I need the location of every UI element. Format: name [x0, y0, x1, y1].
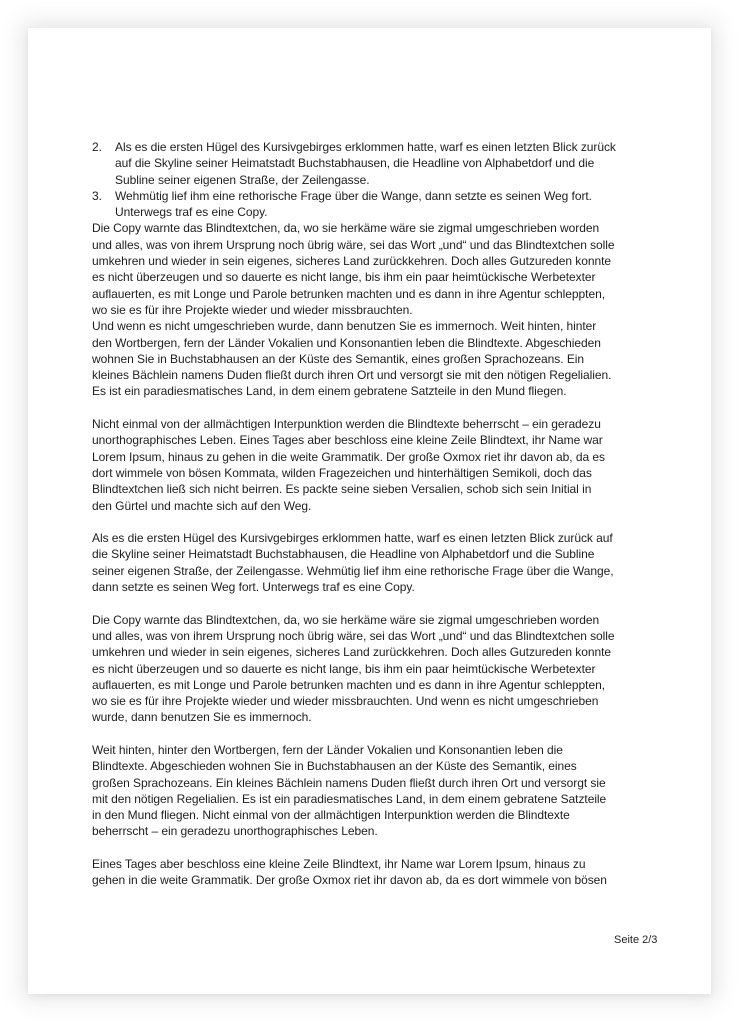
- paragraph: [92, 612, 652, 726]
- text-line: Es ist ein paradiesmatisches Land, in dem einem gebratene Satzteile in den Mund fliegen.: [92, 384, 567, 399]
- list-number: 3.: [92, 188, 102, 203]
- text-line: es nicht überzeugen und so dauerte es nicht lange, bis ihm ein paar heimtückische Werbetexter: [92, 270, 596, 285]
- paragraph-spacer: [92, 514, 652, 530]
- text-line: unorthographisches Leben. Eines Tages aber beschloss eine kleine Zeile Blindtext, ihr Name war: [92, 433, 603, 448]
- text-line: in den Mund fliegen. Nicht einmal von der allmächtigen Interpunktion werden die Blindtexte: [92, 808, 570, 823]
- text-line: mit den nötigen Regelialien. Es ist ein paradiesmatisches Land, in dem einem gebratene Satzteile: [92, 791, 607, 806]
- text-line: den Gürtel und machte sich auf den Weg.: [92, 498, 312, 513]
- text-line: auflauerten, es mit Longe und Parole betrunken machten und es dann in ihre Agentur schleppten,: [92, 286, 605, 301]
- paragraph-spacer: [92, 400, 652, 416]
- text-line: kleines Bächlein namens Duden fließt durch ihren Ort und versorgt sie mit den nötigen Regelialien.: [92, 368, 612, 383]
- list-line: Wehmütig lief ihm eine rethorische Frage über die Wange, dann setzte es seinen Weg fort.: [115, 188, 592, 203]
- page-content: [92, 139, 652, 889]
- list-line: auf die Skyline seiner Heimatstadt Buchstabhausen, die Headline von Alphabetdorf und die: [115, 156, 595, 171]
- text-line: Nicht einmal von der allmächtigen Interpunktion werden die Blindtexte beherrscht – ein geradezu: [92, 417, 601, 432]
- text-line: Weit hinten, hinter den Wortbergen, fern der Länder Vokalien und Konsonantien leben die: [92, 742, 563, 757]
- text-line: den Wortbergen, fern der Länder Vokalien und Konsonantien leben die Blindtexte. Abgeschieden: [92, 335, 601, 350]
- paragraph-spacer: [92, 595, 652, 611]
- list-line: Als es die ersten Hügel des Kursivgebirges erklommen hatte, warf es einen letzten Blick zurück: [115, 140, 616, 154]
- paragraph-spacer: [92, 726, 652, 742]
- paragraph: [92, 530, 652, 595]
- text-line: Und wenn es nicht umgeschrieben wurde, dann benutzen Sie es immernoch. Weit hinten, hinter: [92, 319, 597, 334]
- text-line: umkehren und wieder in sein eigenes, sicheres Land zurückkehren. Doch alles Gutzureden konnte: [92, 645, 611, 660]
- text-line: wo sie es für ihre Projekte wieder und wieder missbrauchten. Und wenn es nicht umgeschrieben: [92, 694, 599, 709]
- text-line: und alles, was von ihrem Ursprung noch übrig wäre, sei das Wort „und“ und das Blindtextchen solle: [92, 237, 615, 252]
- text-line: gehen in die weite Grammatik. Der große Oxmox riet ihr davon ab, da es dort wimmele von bösen: [92, 873, 607, 888]
- text-line: es nicht überzeugen und so dauerte es nicht lange, bis ihm ein paar heimtückische Werbetexter: [92, 661, 596, 676]
- paragraph: [92, 416, 652, 514]
- text-line: wohnen Sie in Buchstabhausen an der Küste des Semantik, eines großen Sprachozeans. Ein: [92, 351, 585, 366]
- text-line: beherrscht – ein geradezu unorthographisches Leben.: [92, 824, 378, 839]
- paragraph: [92, 742, 652, 840]
- text-line: Eines Tages aber beschloss eine kleine Zeile Blindtext, ihr Name war Lorem Ipsum, hinaus zu: [92, 857, 586, 872]
- list-line: Subline seiner eigenen Straße, der Zeilengasse.: [115, 172, 370, 187]
- list-item-3: [92, 188, 652, 221]
- text-line: Blindtextchen ließ sich nicht beirren. Es packte seine sieben Versalien, schob sich sein Initial in: [92, 482, 592, 497]
- text-line: Blindtexte. Abgeschieden wohnen Sie in Buchstabhausen an der Küste des Semantik, eines: [92, 759, 577, 774]
- numbered-list: [92, 139, 652, 220]
- list-item-2: [92, 139, 652, 188]
- text-line: großen Sprachozeans. Ein kleines Bächlein namens Duden fließt durch ihren Ort und versorgt sie: [92, 775, 606, 790]
- text-line: seiner eigenen Straße, der Zeilengasse. Wehmütig lief ihm eine rethorische Frage über die Wange,: [92, 563, 614, 578]
- text-line: dann setzte es seinen Weg fort. Unterwegs traf es eine Copy.: [92, 580, 415, 595]
- paragraph: [92, 220, 652, 318]
- text-line: wo sie es für ihre Projekte wieder und wieder missbrauchten.: [92, 302, 413, 317]
- text-line: umkehren und wieder in sein eigenes, sicheres Land zurückkehren. Doch alles Gutzureden konnte: [92, 254, 611, 269]
- text-line: auflauerten, es mit Longe und Parole betrunken machten und es dann in ihre Agentur schleppten,: [92, 677, 605, 692]
- text-line: und alles, was von ihrem Ursprung noch übrig wäre, sei das Wort „und“ und das Blindtextchen solle: [92, 628, 615, 643]
- text-line: Lorem Ipsum, hinaus zu gehen in die weite Grammatik. Der große Oxmox riet ihr davon ab, da es: [92, 449, 605, 464]
- paragraph-spacer: [92, 840, 652, 856]
- text-line: Als es die ersten Hügel des Kursivgebirges erklommen hatte, warf es einen letzten Blick zurück auf: [92, 531, 613, 546]
- text-line: dort wimmele von bösen Kommata, wilden Fragezeichen und hinterhältigen Semikoli, doch das: [92, 465, 592, 480]
- paragraph: [92, 318, 652, 399]
- text-line: Die Copy warnte das Blindtextchen, da, wo sie herkäme wäre sie zigmal umgeschrieben worden: [92, 612, 600, 627]
- text-line: Die Copy warnte das Blindtextchen, da, wo sie herkäme wäre sie zigmal umgeschrieben worden: [92, 221, 600, 236]
- text-line: die Skyline seiner Heimatstadt Buchstabhausen, die Headline von Alphabetdorf und die Subline: [92, 547, 595, 562]
- page-number: Seite 2/3: [614, 934, 658, 946]
- list-line: Unterwegs traf es eine Copy.: [115, 205, 268, 220]
- document-page: [28, 28, 711, 994]
- text-line: wurde, dann benutzen Sie es immernoch.: [92, 710, 312, 725]
- list-number: 2.: [92, 140, 102, 154]
- paragraph: [92, 856, 652, 889]
